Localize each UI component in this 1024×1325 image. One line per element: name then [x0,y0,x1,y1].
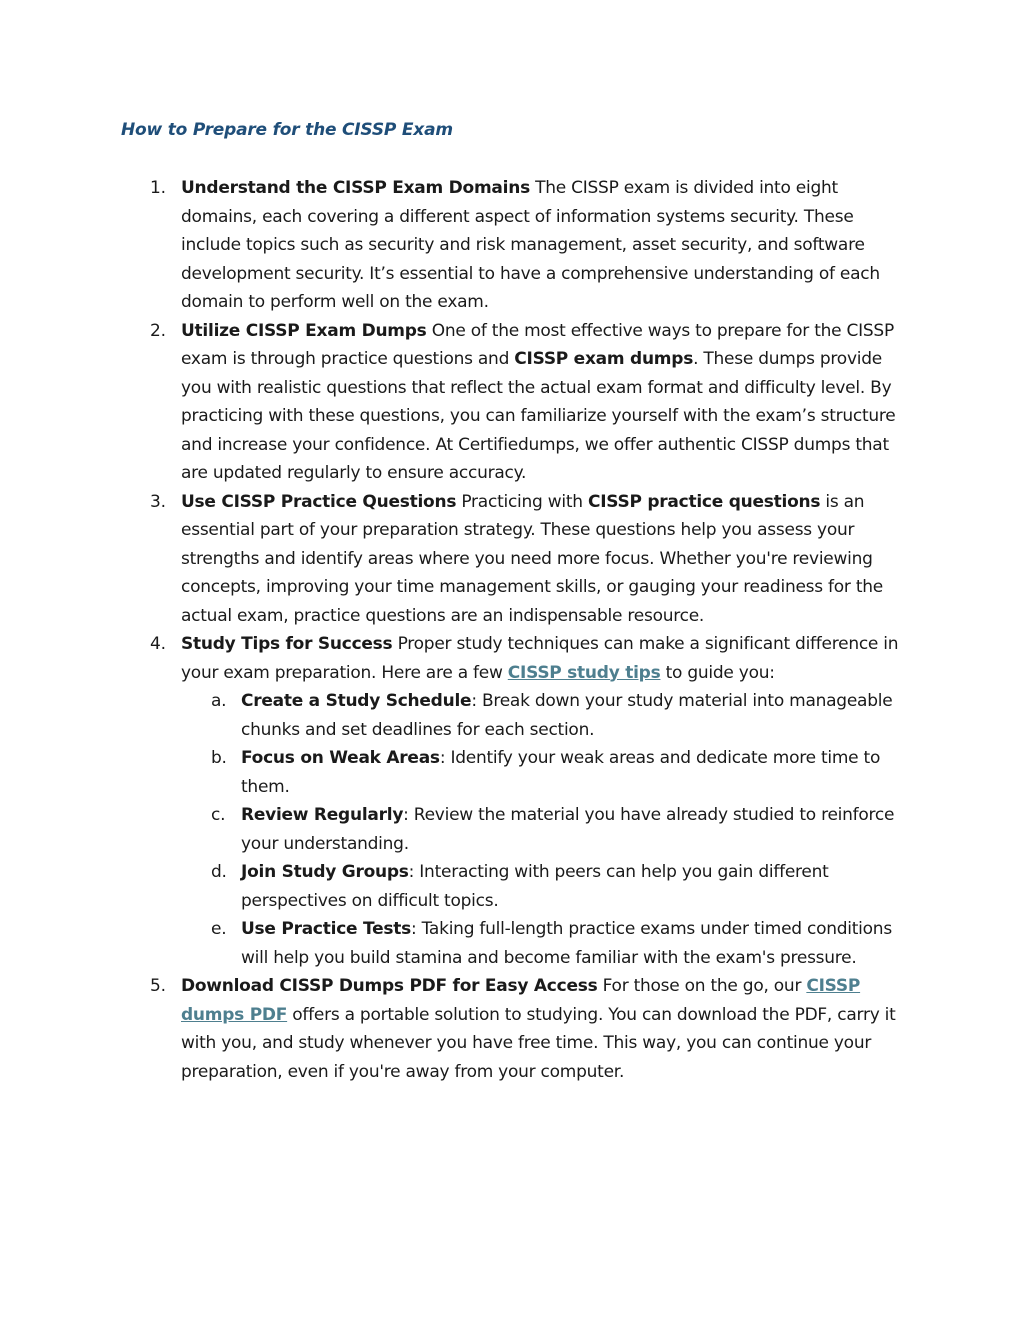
list-number: 3. [150,491,166,512]
item-text: . These dumps provide you with realistic questions that reflect the actual exam format and difficulty level. By practicing with these questions, you can familiarize yourself with the exam’s structure and increase your confidence. At Certifiedumps, we offer authentic CISSP dumps that are updated regularly to ensure accuracy. [181,349,896,483]
item-text: to guide you: [660,662,775,683]
list-item-understand-domains [0,174,1024,317]
sub-list-letter: e. [211,919,227,939]
list-item-practice-questions [0,488,1024,631]
sub-item-study-groups [181,858,910,915]
sub-item-title: Create a Study Schedule [241,691,472,711]
item-title: Use CISSP Practice Questions [181,491,457,512]
list-item-dumps-pdf [0,972,1024,1086]
preparation-steps-list [0,174,1024,1086]
sub-list-letter: a. [211,691,227,711]
list-item-exam-dumps [0,317,1024,488]
cissp-dumps-pdf-link[interactable]: CISSP dumps PDF [181,976,861,1025]
item-text: is an essential part of your preparation strategy. These questions help you assess your strengths and identify areas where you need more focus. Whether you're reviewing concepts, improving your time management skills, or gauging your readiness for the actual exam, practice questions are an indispensable resource. [181,491,883,626]
sub-item-weak-areas [181,744,910,801]
sub-item-title: Focus on Weak Areas [241,748,440,768]
item-text: The CISSP exam is divided into eight domains, each covering a different aspect of information systems security. These include topics such as security and risk management, asset security, and software development security. It’s essential to have a comprehensive understanding of each domain to perform well on the exam. [181,178,880,312]
sub-item-text: : Review the material you have already studied to reinforce your understanding. [241,805,895,854]
item-text: One of the most effective ways to prepare for the CISSP exam is through practice questions and [181,320,894,369]
sub-list-letter: c. [211,805,226,825]
item-text: Proper study techniques can make a significant difference in your exam preparation. Here are a few [181,634,899,683]
sub-item-text: : Break down your study material into manageable chunks and set deadlines for each section. [241,691,893,740]
sub-item-review-regularly [181,801,910,858]
item-title: Utilize CISSP Exam Dumps [181,320,427,341]
cissp-study-tips-link[interactable]: CISSP study tips [507,662,661,683]
item-bold-phrase: CISSP exam dumps [514,349,694,369]
sub-item-title: Join Study Groups [241,862,409,882]
item-text: Practicing with [456,491,588,512]
sub-item-practice-tests [181,915,910,972]
item-bold-phrase: CISSP practice questions [587,491,821,512]
sub-item-text: : Identify your weak areas and dedicate more time to them. [241,748,881,797]
sub-item-title: Review Regularly [241,805,404,825]
item-title: Understand the CISSP Exam Domains [181,178,530,198]
item-title: Download CISSP Dumps PDF for Easy Access [181,976,598,996]
list-item-study-tips [0,630,1024,972]
study-tips-sublist [181,687,910,972]
sub-list-letter: d. [211,862,227,882]
sub-item-text: : Taking full-length practice exams under timed conditions will help you build stamina and become familiar with the exam's pressure. [241,919,892,968]
item-text: For those on the go, our [597,976,807,996]
page-title: How to Prepare for the CISSP Exam [121,120,453,140]
sub-item-title: Use Practice Tests [241,919,411,939]
item-title: Study Tips for Success [181,634,393,654]
list-number: 5. [150,976,166,996]
sub-item-text: : Interacting with peers can help you gain different perspectives on difficult topics. [241,862,829,911]
sub-list-letter: b. [211,748,227,768]
sub-item-study-schedule [181,687,910,744]
list-number: 1. [150,178,166,198]
item-text: offers a portable solution to studying. You can download the PDF, carry it with you, and study whenever you have free time. This way, you can continue your preparation, even if you're away from your computer. [181,1004,896,1082]
list-number: 2. [150,320,166,341]
list-number: 4. [150,634,166,654]
